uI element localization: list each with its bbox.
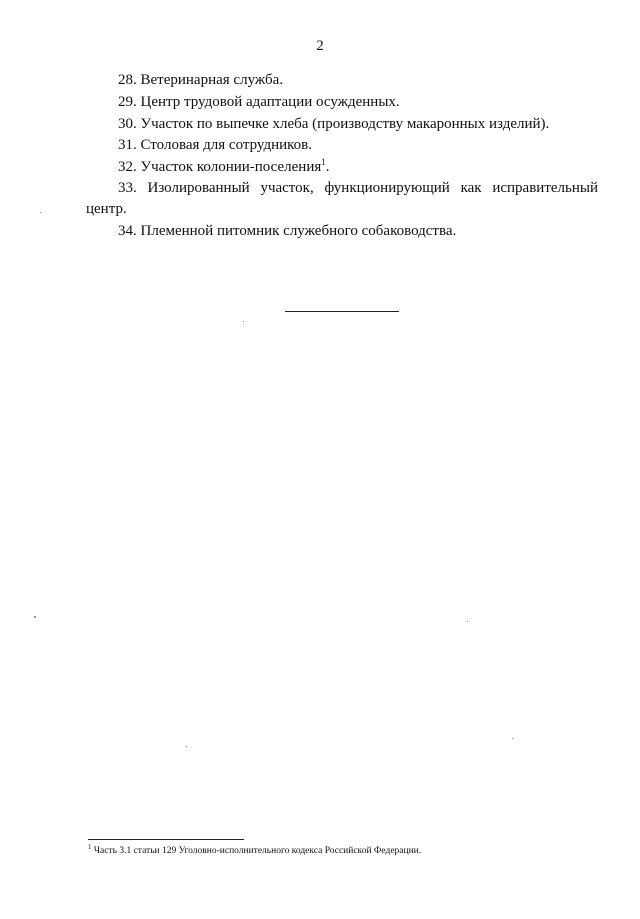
footnote-reference[interactable]: 1	[321, 157, 326, 167]
list-item: 28. Ветеринарная служба.	[118, 72, 284, 88]
list-item: 30. Участок по выпечке хлеба (производству макаронных изделий).	[118, 116, 550, 132]
footnote-text: Часть 3.1 статьи 129 Уголовно-исполнительного кодекса Российской Федерации.	[93, 846, 422, 856]
footnote	[88, 842, 422, 858]
scan-speck	[34, 616, 36, 618]
scan-speck	[40, 212, 41, 213]
list-item-text: 32. Участок колонии-поселения	[118, 159, 322, 175]
list-item	[86, 157, 598, 178]
list-item-period: .	[325, 159, 330, 175]
list-item: 29. Центр трудовой адаптации осужденных.	[118, 94, 400, 110]
scan-speck	[467, 621, 468, 622]
scan-speck	[186, 746, 187, 747]
list-item: 33. Изолированный участок, функционирующий как исправительный центр.	[86, 180, 598, 217]
scan-speck	[512, 738, 513, 739]
footnote-separator	[88, 839, 244, 840]
list-item: 34. Племенной питомник служебного собаководства.	[118, 223, 457, 239]
list-item: 31. Столовая для сотрудников.	[118, 137, 313, 153]
scan-speck	[243, 321, 244, 322]
footnote-mark: 1	[88, 842, 92, 851]
section-end-rule	[285, 311, 399, 312]
page-number: 2	[316, 38, 324, 54]
